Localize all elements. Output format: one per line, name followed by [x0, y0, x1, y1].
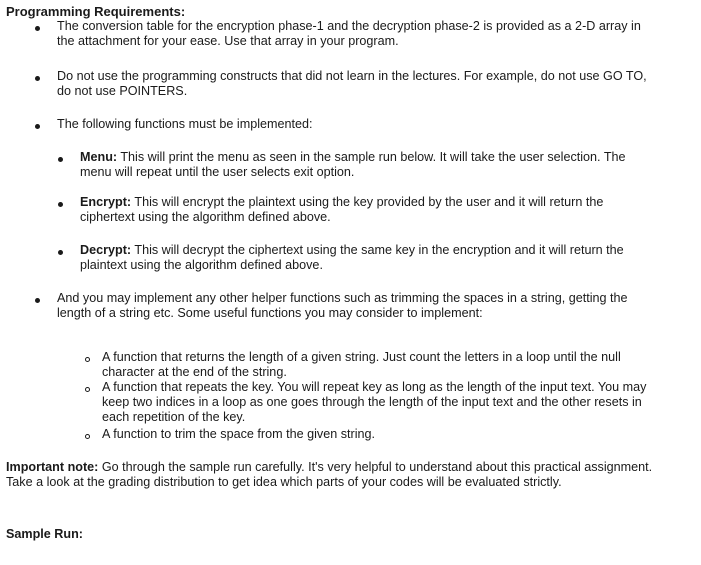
section-heading: Programming Requirements:: [6, 4, 186, 19]
function-decrypt: [80, 243, 658, 273]
function-desc: This will encrypt the plaintext using the key provided by the user and it will return the ciphertext using the algorithm defined above.: [80, 195, 604, 224]
function-name: Decrypt:: [80, 243, 132, 257]
bullet-dot: [58, 157, 63, 162]
bullet-dot: [58, 250, 63, 255]
important-note: [6, 460, 656, 490]
helper-repeat-key: A function that repeats the key. You will repeat key as long as the length of the input text. You may keep two indices in a loop as one goes through the length of the input text and the other resets in each repetition of the key.: [102, 380, 647, 424]
requirement-constructs: Do not use the programming constructs that did not learn in the lectures. For example, do not use GO TO, do not use POINTERS.: [57, 69, 647, 98]
function-menu: [80, 150, 658, 180]
helper-trim: A function to trim the space from the given string.: [102, 427, 375, 441]
function-desc: This will print the menu as seen in the sample run below. It will take the user selection. The menu will repeat until the user selects exit option.: [80, 150, 626, 179]
note-label: Important note:: [6, 460, 99, 474]
bullet-dot: [35, 124, 40, 129]
bullet-dot: [35, 76, 40, 81]
function-name: Encrypt:: [80, 195, 132, 209]
requirement-helpers: And you may implement any other helper functions such as trimming the spaces in a string, getting the length of a string etc. Some useful functions you may consider to implement:: [57, 291, 628, 320]
function-desc: This will decrypt the ciphertext using the same key in the encryption and it will return the plaintext using the algorithm defined above.: [80, 243, 624, 272]
note-text: Go through the sample run carefully. It's very helpful to understand about this practical assignment. Take a look at the grading distribution to get idea which parts of your codes will be evaluated strictly.: [6, 460, 653, 489]
bullet-dot: [58, 202, 63, 207]
function-name: Menu:: [80, 150, 118, 164]
function-encrypt: [80, 195, 658, 225]
helper-length: A function that returns the length of a given string. Just count the letters in a loop until the null character at the end of the string.: [102, 350, 621, 379]
circle-bullet: [85, 434, 90, 439]
circle-bullet: [85, 357, 90, 362]
bullet-dot: [35, 298, 40, 303]
bullet-dot: [35, 26, 40, 31]
requirement-functions: The following functions must be implemented:: [57, 117, 313, 131]
circle-bullet: [85, 387, 90, 392]
requirement-array: The conversion table for the encryption phase-1 and the decryption phase-2 is provided as a 2-D array in the attachment for your ease. Use that array in your program.: [57, 19, 641, 48]
sample-run-heading: Sample Run:: [6, 527, 83, 541]
